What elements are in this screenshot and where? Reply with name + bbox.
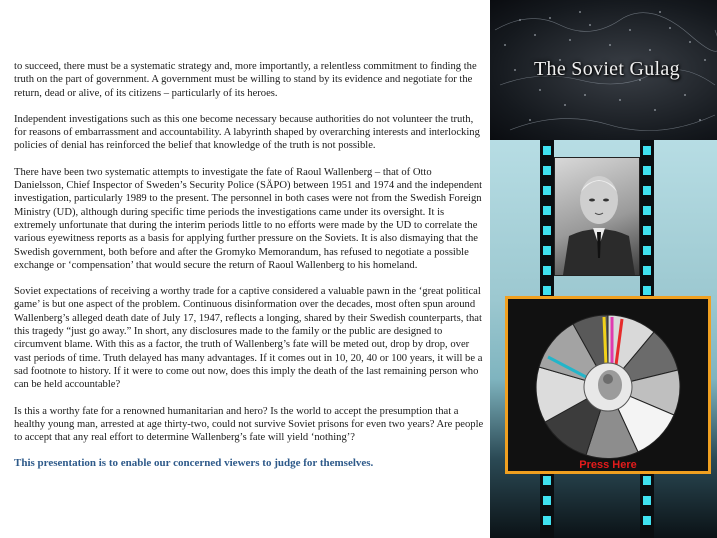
press-here-label[interactable]: Press Here [579,459,637,471]
gulag-map-banner [490,0,717,140]
press-here-button[interactable] [505,296,711,474]
portrait-figure [555,158,639,275]
paragraph-3: There have been two systematic attempts to investigate the fate of Raoul Wallenberg – that of Otto Danielsson, Chief Inspector of Sweden’s Security Police (SÄPO) between 1951 and 1974 and the independent investigation, particularly 1989 to the present. The personnel in both cases were not from the Swedish Foreign Ministry (UD), although during specific time periods the investigations came under its oversight. It is extremely unfortunate that during the interim periods little to no efforts were made by the UD to correlate the various eyewitness reports as a basis for applying further pressure on the Soviets. It is also dismaying that the Swedish government, both before and after the Gromyko Memorandum, has refused to negotiate a possible exchange or ‘compensation’ that would secure the return of Raoul Wallenberg to his homeland. [14,166,483,271]
paragraph-5: Is this a worthy fate for a renowned humanitarian and hero? Is the world to accept the presumption that a healthy young man, arrested at age thirty-two, could not survive Soviet prisons for even two years? Are people to accept that any real effort to determine Wallenberg’s fate will yield ‘nothing’? [14,405,484,444]
portrait-photo [554,157,640,276]
paragraph-2: Independent investigations such as this one become necessary because authorities do not volunteer the truth, for reasons of embarrassment and accountability. A labyrinth shaped by overarching interests and interlocking policies of denial has reinforced the belief that knowledge of the truth is not possible. [14,113,480,152]
paragraph-1: to succeed, there must be a systematic strategy and, more importantly, a relentless commitment to finding the truth on the part of government. A government must be willing to stand by its evidence and negotiate for the return, dead or alive, of its citizens – particularly of its heroes. [14,61,477,99]
document-body [14,60,484,484]
wheel-graphic [508,299,708,471]
paragraph-4: Soviet expectations of receiving a worthy trade for a captive considered a valuable pawn in the ‘great political game’ is but one aspect of the problem. Continuous disinformation over the decades, most often spun around Wallenberg’s alleged death date of July 17, 1947, reflects a longing, shared by their Swedish counterparts, that this tragedy “just go away.” In short, any disclosures made to the family or the public are designed to circumvent blame. With this as a factor, the truth of Wallenberg’s fate will be meted out, drop by drop, over vast periods of time. Truth delayed has many advantages. If it comes out in 10, 20, 40 or 100 years, it will be a sad footnote to history. If it were to come out now, does this imply the death of the last remaining person who can be held accountable? [14,286,483,391]
banner-title: The Soviet Gulag [534,58,680,80]
closing-statement: This presentation is to enable our concerned viewers to judge for themselves. [14,457,374,470]
